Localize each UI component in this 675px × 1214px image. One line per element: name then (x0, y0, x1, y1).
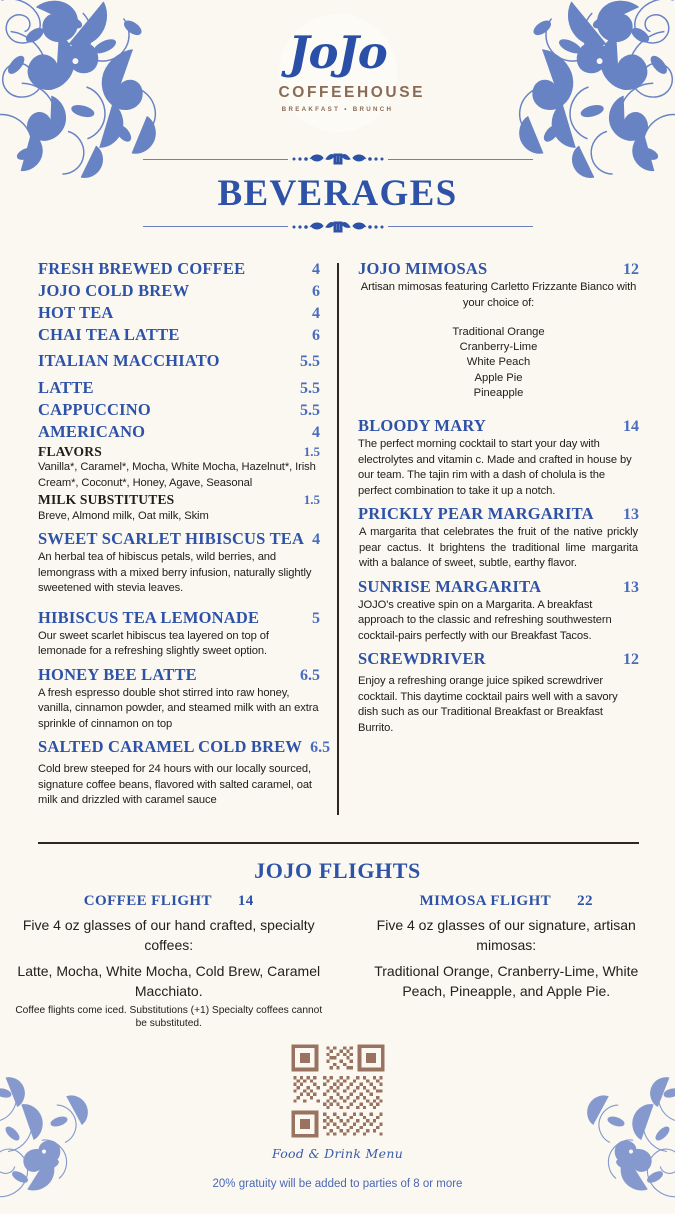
qr-code-icon[interactable] (290, 1043, 386, 1139)
item-name: JOJO MIMOSAS (358, 258, 487, 280)
menu-row[interactable] (38, 350, 320, 372)
brand-logo (0, 14, 675, 132)
flight-fine-print: Coffee flights come iced. Substitutions (+1) Specialty coffees cannot be substituted. (14, 1004, 324, 1031)
brand-name: COFFEEHOUSE (279, 84, 397, 102)
addon-name: FLAVORS (38, 443, 102, 461)
item-price: 6.5 (300, 665, 320, 686)
item-price: 5.5 (300, 378, 320, 399)
logo-disc (279, 14, 397, 132)
flourish-divider-bottom (0, 216, 675, 238)
item-description: An herbal tea of hibiscus petals, wild berries, and lemongrass with a mixed berry infusion, naturally slightly sweetened with stevia leaves. (38, 550, 320, 596)
brand-script-name: JoJo (279, 14, 397, 75)
item-name: HOT TEA (38, 302, 114, 324)
page-title-block (0, 148, 675, 238)
item-price: 4 (312, 259, 320, 280)
menu-row[interactable] (358, 415, 639, 437)
coffee-column (38, 258, 320, 809)
item-price: 5 (312, 608, 320, 629)
gratuity-note: 20% gratuity will be added to parties of 8 or more (0, 1178, 675, 1190)
flight-price: 22 (577, 893, 593, 910)
item-name: CHAI TEA LATTE (38, 324, 180, 346)
item-price: 5.5 (300, 400, 320, 421)
item-price: 4 (312, 529, 320, 550)
flight-description: Five 4 oz glasses of our hand crafted, specialty coffees: (14, 916, 324, 956)
page-title: BEVERAGES (0, 175, 675, 214)
item-price: 14 (623, 416, 639, 437)
qr-section (0, 1043, 675, 1161)
menu-row[interactable] (358, 258, 639, 280)
mimosa-flight[interactable] (338, 893, 675, 1031)
addon-name: MILK SUBSTITUTES (38, 491, 174, 509)
flight-price: 14 (238, 893, 254, 910)
item-price: 4 (312, 422, 320, 443)
item-price: 6 (312, 325, 320, 346)
item-name: JOJO COLD BREW (38, 280, 189, 302)
item-price: 4 (312, 303, 320, 324)
column-divider (337, 263, 339, 815)
item-name: SUNRISE MARGARITA (358, 576, 541, 598)
item-price: 13 (623, 504, 639, 525)
flight-header (14, 893, 324, 910)
menu-row[interactable] (358, 576, 639, 598)
item-description: Our sweet scarlet hibiscus tea layered on top of lemonade for a refreshing slightly sweet option. (38, 629, 320, 660)
item-description: Artisan mimosas featuring Carletto Frizzante Bianco with your choice of: (358, 280, 639, 311)
menu-row[interactable] (38, 377, 320, 399)
flight-header (352, 893, 662, 910)
addon-row[interactable] (38, 491, 320, 509)
menu-row[interactable] (38, 280, 320, 302)
qr-caption: Food & Drink Menu (0, 1146, 675, 1161)
mimosa-flavor: Pineapple (358, 386, 639, 401)
item-description: A margarita that celebrates the fruit of the native prickly pear cactus. It brightens the traditional lime margarita with a balance of sweet, subtle, earthy flavor. (358, 525, 639, 571)
addon-row[interactable] (38, 443, 320, 461)
flights-columns (0, 893, 675, 1031)
flight-list: Traditional Orange, Cranberry-Lime, White Peach, Pineapple, and Apple Pie. (352, 962, 662, 1002)
item-name: SWEET SCARLET HIBISCUS TEA (38, 528, 304, 550)
mimosa-flavor: White Peach (358, 355, 639, 370)
item-description: Cold brew steeped for 24 hours with our locally sourced, signature coffee beans, flavored with salted caramel, oat milk and drizzled with caramel sauce (38, 762, 320, 808)
addon-options: Breve, Almond milk, Oat milk, Skim (38, 509, 320, 524)
item-name: BLOODY MARY (358, 415, 486, 437)
mimosa-flavor: Apple Pie (358, 371, 639, 386)
flight-description: Five 4 oz glasses of our signature, artisan mimosas: (352, 916, 662, 956)
item-name: FRESH BREWED COFFEE (38, 258, 245, 280)
item-price: 6.5 (310, 737, 330, 758)
item-name: HONEY BEE LATTE (38, 664, 197, 686)
item-name: SCREWDRIVER (358, 648, 486, 670)
item-price: 12 (623, 259, 639, 280)
item-description: A fresh espresso double shot stirred into raw honey, vanilla, cinnamon powder, and steamed milk with an extra sprinkle of cinnamon on top (38, 686, 320, 732)
item-description: JOJO's creative spin on a Margarita. A breakfast approach to the classic and refreshing southwestern cocktail-pairs perfectly with our Breakfast Tacos. (358, 598, 639, 644)
menu-row[interactable] (38, 736, 320, 758)
menu-row[interactable] (38, 528, 320, 550)
menu-row[interactable] (38, 607, 320, 629)
section-divider (38, 842, 639, 844)
item-description: The perfect morning cocktail to start your day with electrolytes and vitamin c. Made and crafted in house by our team. The tajin rim with a dash of cholula is the perfect combination to take it up a notch. (358, 437, 639, 499)
addon-price: 1.5 (304, 444, 320, 460)
item-description: Enjoy a refreshing orange juice spiked screwdriver cocktail. This daytime cocktail pairs well with a savory dish such as our Traditional Breakfast or Breakfast Burrito. (358, 674, 639, 736)
item-name: LATTE (38, 377, 94, 399)
menu-row[interactable] (38, 258, 320, 280)
menu-row[interactable] (38, 324, 320, 346)
flourish-divider-top (0, 148, 675, 170)
item-price: 5.5 (300, 351, 320, 372)
menu-row[interactable] (38, 421, 320, 443)
menu-row[interactable] (38, 302, 320, 324)
item-name: ITALIAN MACCHIATO (38, 350, 220, 372)
addon-options: Vanilla*, Caramel*, Mocha, White Mocha, Hazelnut*, Irish Cream*, Coconut*, Honey, Agave, Seasonal (38, 460, 320, 491)
flight-list: Latte, Mocha, White Mocha, Cold Brew, Caramel Macchiato. (14, 962, 324, 1002)
flight-name: MIMOSA FLIGHT (420, 893, 551, 910)
brand-tagline: BREAKFAST • BRUNCH (279, 106, 397, 113)
mimosa-flavor: Cranberry-Lime (358, 340, 639, 355)
item-name: HIBISCUS TEA LEMONADE (38, 607, 259, 629)
menu-row[interactable] (358, 503, 639, 525)
coffee-flight[interactable] (0, 893, 338, 1031)
menu-row[interactable] (38, 399, 320, 421)
item-name: SALTED CARAMEL COLD BREW (38, 736, 302, 758)
item-name: CAPPUCCINO (38, 399, 151, 421)
item-price: 13 (623, 577, 639, 598)
cocktail-column (358, 258, 639, 736)
addon-price: 1.5 (304, 492, 320, 508)
item-name: AMERICANO (38, 421, 145, 443)
item-price: 6 (312, 281, 320, 302)
flight-name: COFFEE FLIGHT (84, 893, 212, 910)
flights-section-title: JOJO FLIGHTS (0, 858, 675, 884)
item-price: 12 (623, 649, 639, 670)
item-name: PRICKLY PEAR MARGARITA (358, 503, 594, 525)
menu-row[interactable] (38, 664, 320, 686)
mimosa-flavor: Traditional Orange (358, 325, 639, 340)
menu-row[interactable] (358, 648, 639, 670)
